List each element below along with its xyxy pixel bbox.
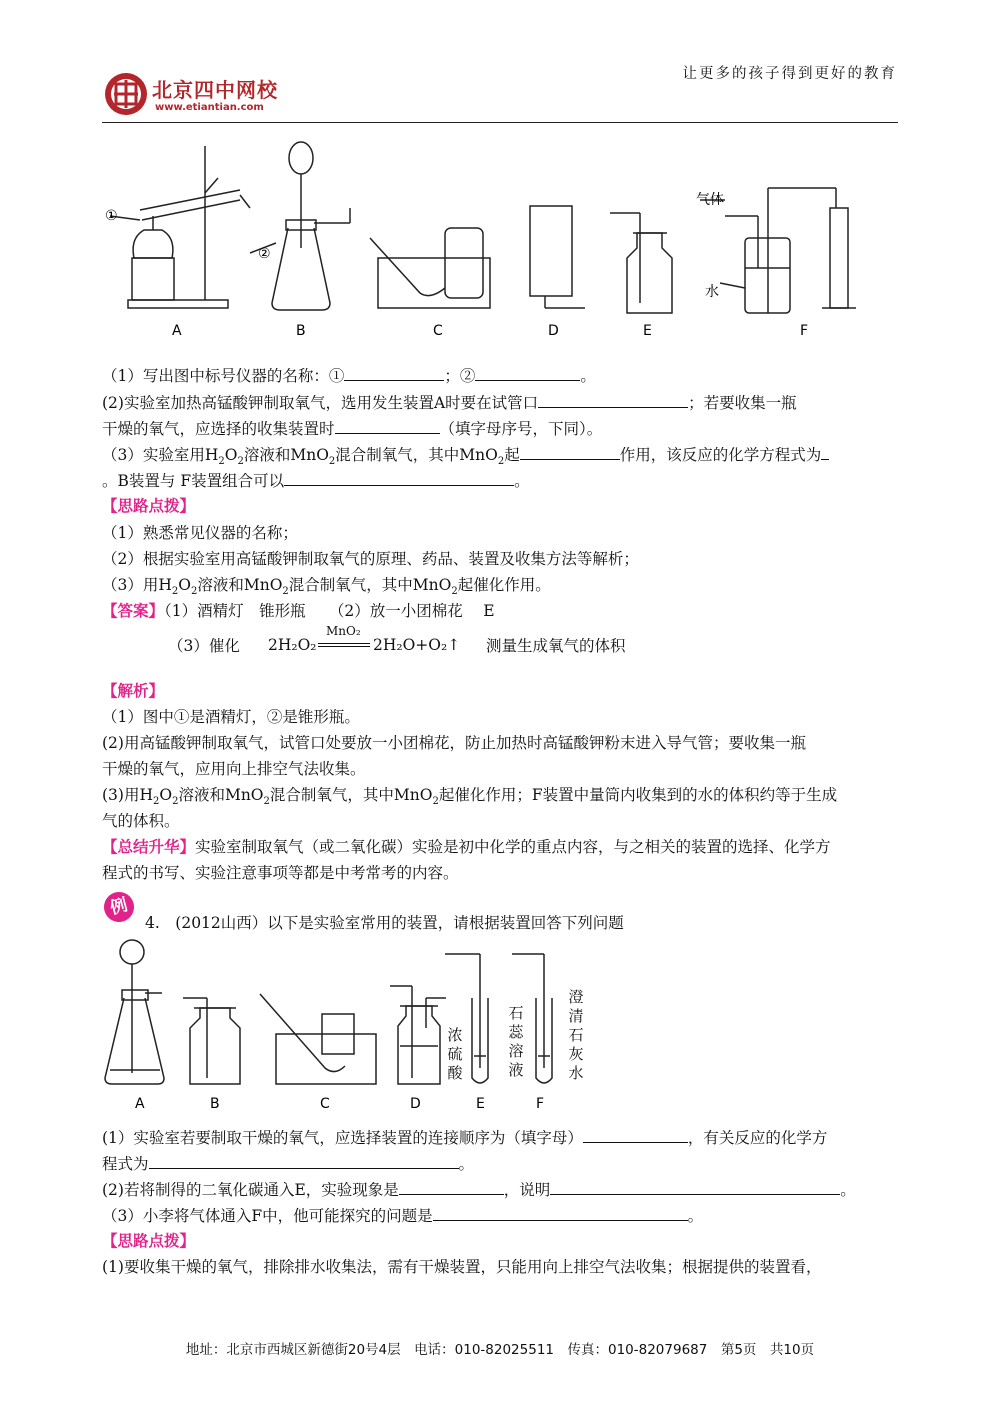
fig1-label-f: F <box>800 323 809 339</box>
ex-q-line-3: (2)若将制得的二氧化碳通入E，实验现象是 ，说明 。 <box>102 1176 902 1203</box>
analysis-p4: (3)用$H_2O_2$溶液和MnO$_2$混合制氧气，其中MnO$_2$起催化作用；F装置中量筒内收集到的水的体积约等于生成 <box>102 786 838 808</box>
blank-4-1 <box>520 441 620 460</box>
summary-p2: 程式的书写、实验注意事项等都是中考常考的内容。 <box>102 864 459 882</box>
fig2-label-a: A <box>135 1096 145 1112</box>
equation-right: 2H₂O+O₂↑ <box>373 636 461 654</box>
blank-ex-5 <box>433 1202 688 1221</box>
hint2-tag: 【思路点拨】 <box>102 1232 196 1250</box>
q-line-3: 干燥的氧气，应选择的收集装置时 （填字母序号，下同）。 <box>102 415 902 442</box>
fig1-label-c: C <box>433 323 443 339</box>
analysis-p3: 干燥的氧气，应用向上排空气法收集。 <box>102 760 366 778</box>
fig1-label-d: D <box>548 323 559 339</box>
fig2-label-f: F <box>536 1096 545 1112</box>
logo-url: www.etiantian.com <box>155 102 264 113</box>
answer-line-1: 【答案】（1）酒精灯 锥形瓶 （2）放一小团棉花 E <box>102 602 495 620</box>
blank-2-1 <box>538 389 688 408</box>
blank-5-1 <box>284 467 514 486</box>
label-litmus: 石蕊溶液 <box>508 1004 524 1079</box>
marker-2: ② <box>258 246 271 262</box>
q-line-4: （3）实验室用$H_2O_2$溶液和MnO$_2$混合制氧气，其中MnO$_2$起 作用，该反应的化学方程式为 <box>102 441 902 475</box>
fig2-label-e: E <box>476 1096 485 1112</box>
logo-emblem-icon <box>102 70 150 118</box>
q-line-1: （1）写出图中标号仪器的名称：① ；② 。 <box>102 362 902 389</box>
header-slogan: 让更多的孩子得到更好的教育 <box>682 66 897 82</box>
fig2-label-d: D <box>410 1096 421 1112</box>
summary-p1: 【总结升华】实验室制取氧气（或二氧化碳）实验是初中化学的重点内容，与之相关的装置的选择、化学方 <box>102 838 831 856</box>
hint-p2: （2）根据实验室用高锰酸钾制取氧气的原理、药品、装置及收集方法等解析； <box>102 550 639 568</box>
q-line-5: 。B装置与 F装置组合可以 。 <box>102 467 902 494</box>
blank-1-2 <box>475 362 580 381</box>
stand-base-a <box>128 300 228 308</box>
hint-tag: 【思路点拨】 <box>102 497 196 515</box>
blank-ex-2 <box>149 1150 459 1169</box>
analysis-tag: 【解析】 <box>102 682 165 700</box>
fig2-label-b: B <box>210 1096 220 1112</box>
logo-name: 北京四中网校 <box>152 78 278 102</box>
blank-ex-4 <box>550 1176 840 1195</box>
hint-p1: （1）熟悉常见仪器的名称； <box>102 524 298 542</box>
hint2-p1: (1)要收集干燥的氧气，排除排水收集法，需有干燥装置，只能用向上排空气法收集；根据提供的装置看， <box>102 1258 822 1276</box>
ex-q-line-4: （3）小李将气体通入F中，他可能探究的问题是 。 <box>102 1202 902 1229</box>
hint-p3: （3）用$H_2O_2$溶液和MnO$_2$混合制氧气，其中MnO$_2$起催化作用。 <box>102 576 551 598</box>
label-limewater: 澄清石灰水 <box>568 988 584 1082</box>
fig1-label-a: A <box>172 323 182 339</box>
water-label: 水 <box>705 284 719 300</box>
example-title: 4. (2012山西）以下是实验室常用的装置，请根据装置回答下列问题 <box>145 914 624 932</box>
q-line-2: (2)实验室加热高锰酸钾制取氧气，选用发生装置A时要在试管口 ；若要收集一瓶 <box>102 389 902 416</box>
header-divider <box>102 122 898 123</box>
marker-1: ① <box>105 208 118 224</box>
example-badge: 例 <box>101 889 138 926</box>
blank-3-1 <box>335 415 440 434</box>
blank-1-1 <box>344 362 444 381</box>
ex-q-line-1: (1）实验室若要制取干燥的氧气，应选择装置的连接顺序为（填字母） ，有关反应的化学方 <box>102 1124 902 1151</box>
ex-q-line-2: 程式为 。 <box>102 1150 902 1177</box>
gas-label: 气体 <box>696 192 724 208</box>
apparatus-figure-1 <box>100 128 880 343</box>
equation-bar-bottom <box>318 646 370 647</box>
fig1-label-b: B <box>296 323 306 339</box>
blank-ex-3 <box>399 1176 504 1195</box>
apparatus-figure-2 <box>100 938 600 1116</box>
equation-bar-top <box>318 643 370 644</box>
blank-ex-1 <box>583 1124 688 1143</box>
analysis-p5: 气的体积。 <box>102 812 180 830</box>
analysis-p2: (2)用高锰酸钾制取氧气，试管口处要放一小团棉花，防止加热时高锰酸钾粉末进入导气管；要收集一瓶 <box>102 734 806 752</box>
fig2-label-c: C <box>320 1096 330 1112</box>
answer-equation-line: （3）催化 2H₂O₂ MnO₂ 2H₂O+O₂↑ 测量生成氧气的体积 <box>168 624 626 655</box>
fig1-label-e: E <box>643 323 652 339</box>
label-conc-sulfuric-acid: 浓硫酸 <box>447 1026 463 1082</box>
page-footer: 地址：北京市西城区新德街20号4层 电话：010-82025511 传真：010-82079687 第5页 共10页 <box>185 1342 815 1358</box>
equation-left: 2H₂O₂ <box>268 636 317 654</box>
blank-4-2 <box>821 441 829 460</box>
equation-catalyst: MnO₂ <box>326 624 361 638</box>
analysis-p1: （1）图中①是酒精灯，②是锥形瓶。 <box>102 708 360 726</box>
